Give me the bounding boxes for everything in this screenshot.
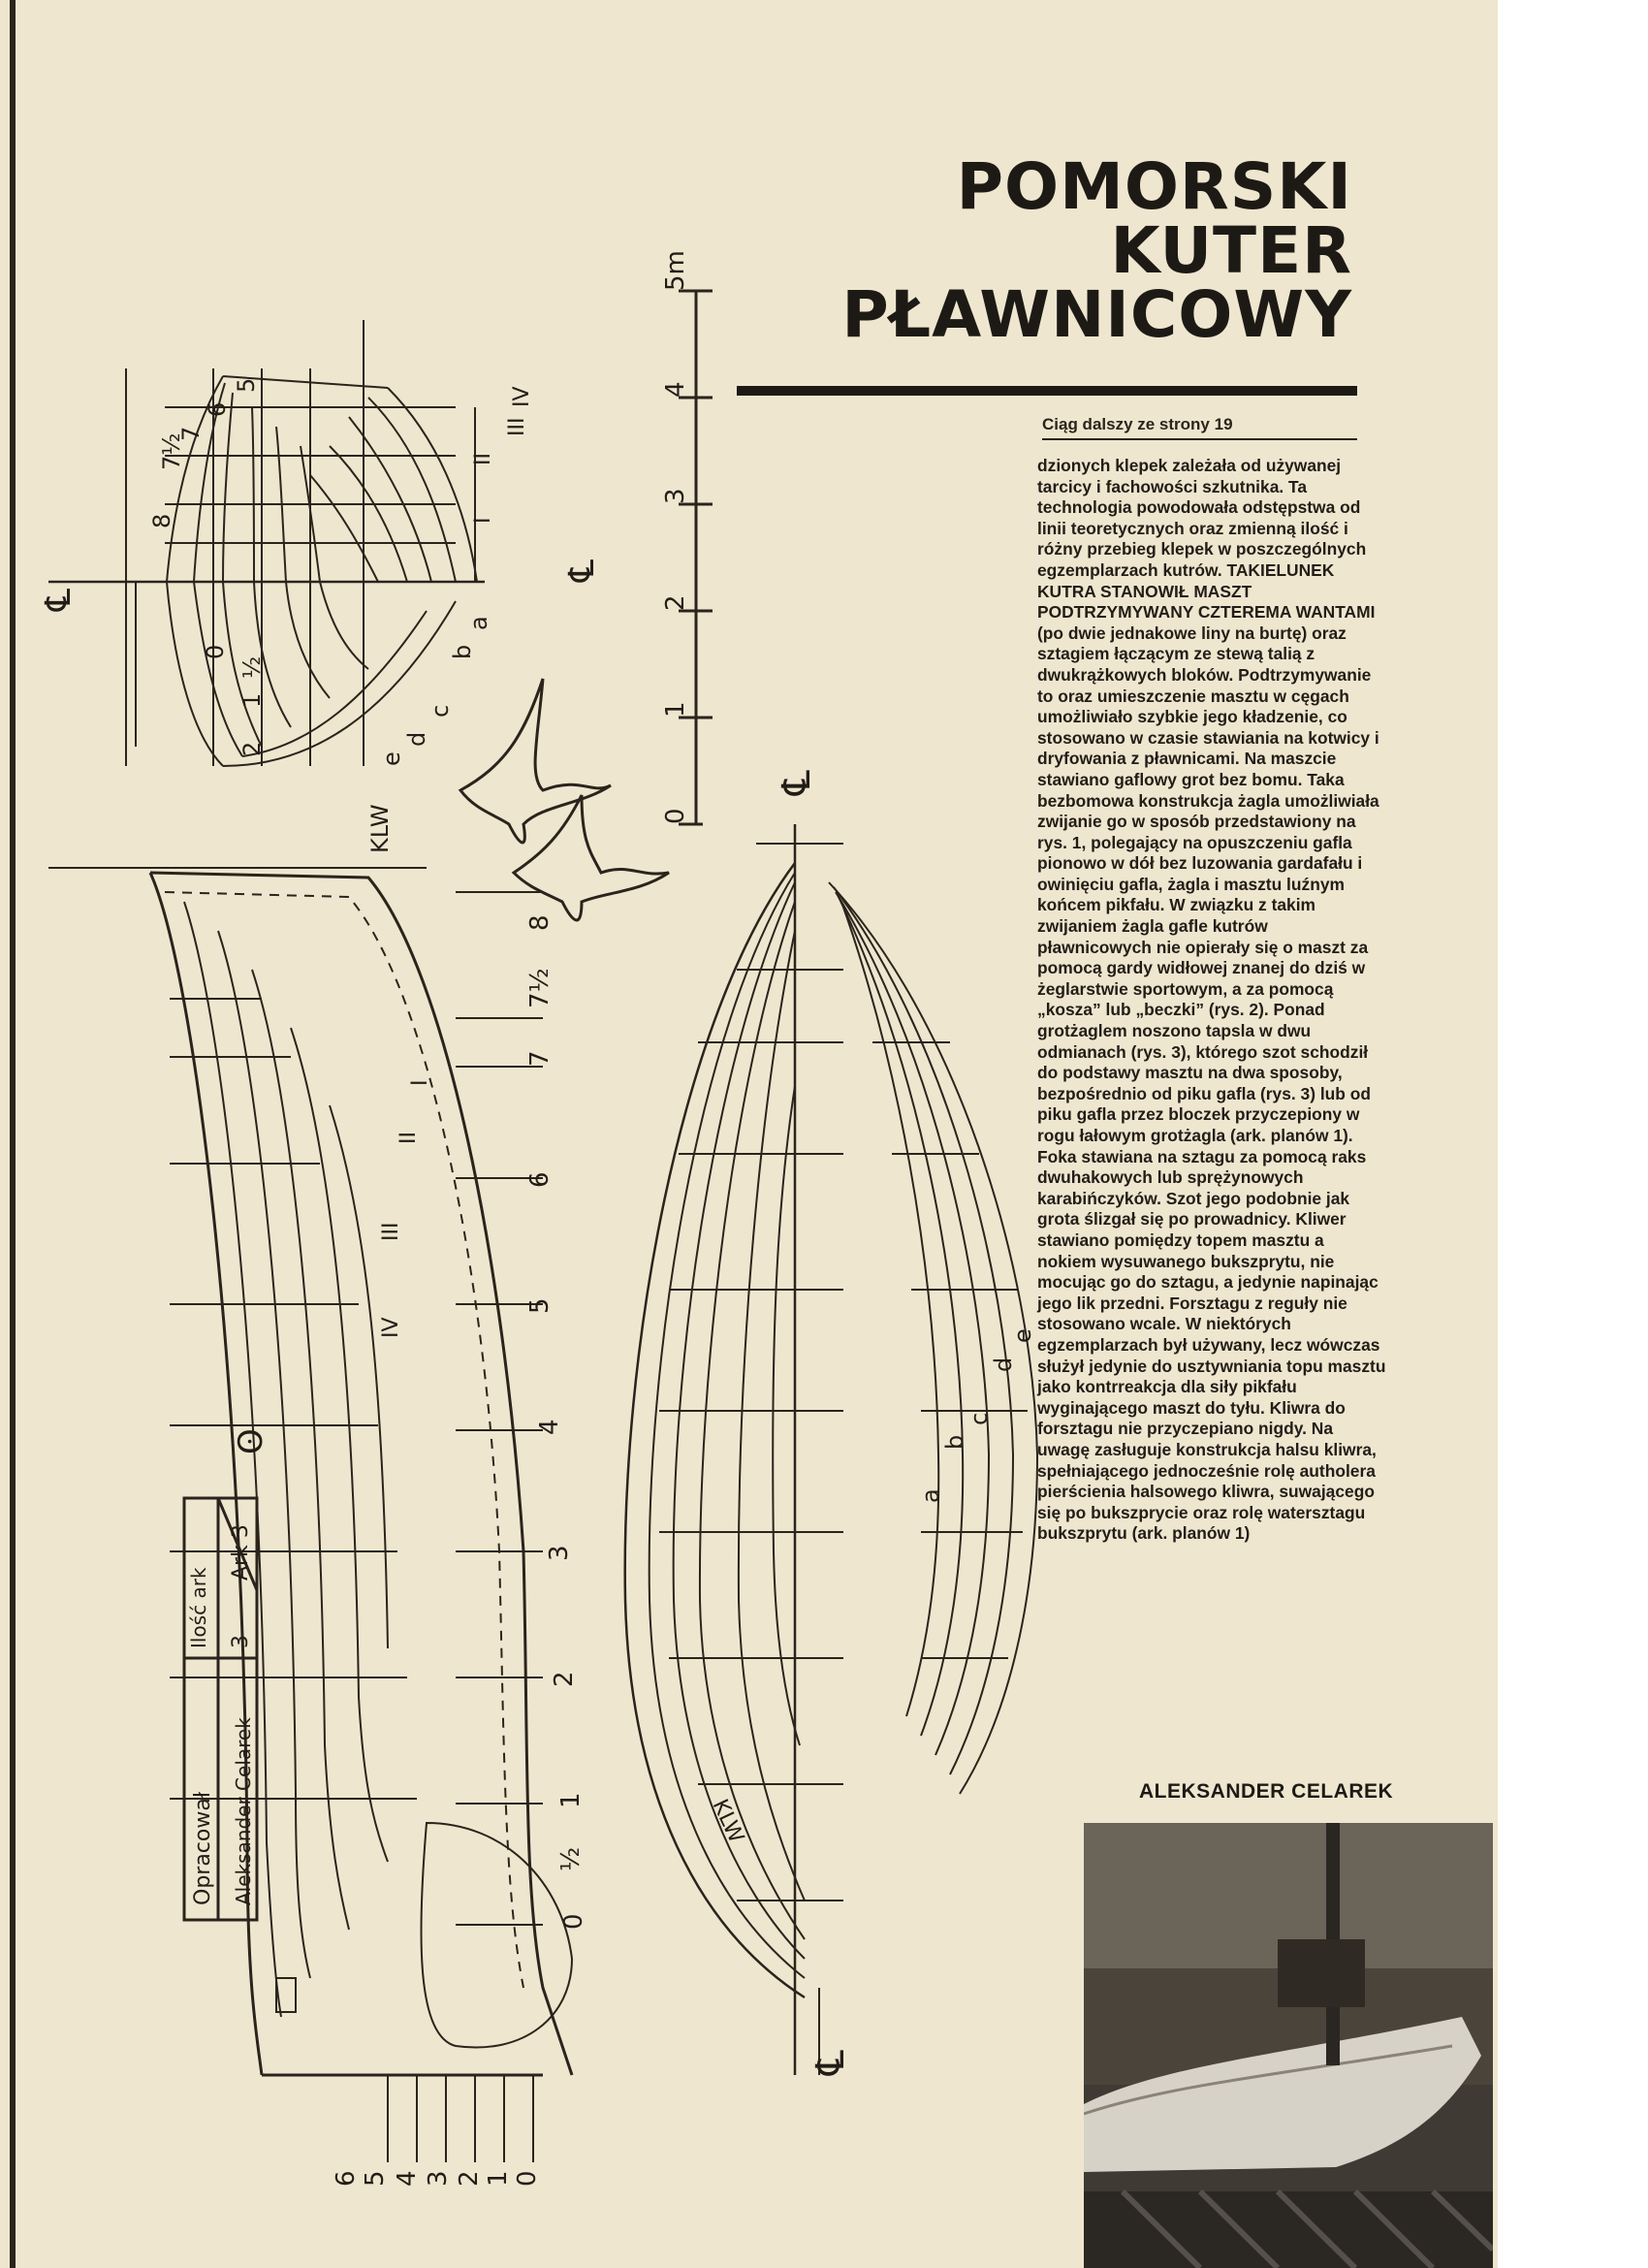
title-line-1: POMORSKI <box>956 149 1352 224</box>
body-buttock-I: I <box>471 517 495 524</box>
profile-buttock-I: I <box>408 1079 432 1086</box>
article-body-text: dzionych klepek zależała od używanej tarcicy i fachowości szkutnika. Ta technologia powodowała odstępstwa od linii teoretycznych oraz zmienną ilość i różny przebieg klepek w poszczególnych egzemplarzach kutrów. TAKIELUNEK KUTRA STANOWIŁ MASZT PODTRZYMYWANY CZTEREMA WANTAMI (po dwie jednakowe liny na burtę) oraz sztagiem łączącym ze stewą talią z dwukrążkowych bloków. Podtrzymywanie to oraz umieszczenie masztu w cęgach umożliwiało szybkie jego kładzenie, co stosowano w czasie stawiania na kotwicy i dryfowania z pławnicami. Na maszcie stawiano gaflowy grot bez bomu. Taka bezbomowa konstrukcja żagla umożliwiała zwijanie go w sposób przedstawiony na rys. 1, polegający na opuszczeniu gafla pionowo w dół bez luzowania gardafału i owinięciu gafla, żagla i masztu luźnym końcem pikfału. W związku z takim zwijaniem żagla gafle kutrów pławnicowych nie opierały się o maszt za pomocą gardy widłowej znanej do dziś w żeglarstwie sportowym, a za pomocą „kosza” lub „beczki” (rys. 2). Ponad grotżaglem noszono tapsla w dwu odmianach (rys. 3), którego szot schodził do podstawy masztu na dwa sposoby, bezpośrednio od piku gafla (rys. 3) lub od piku gafla przez bloczek przyczepiony w rogu łałowym grotżagla (ark. planów 1). Foka stawiana na sztagu za pomocą raks dwuhakowych lub sprężynowych karabińczyków. Szot jego podobnie jak grota ślizgał się po prowadnicy. Kliwer stawiano pomiędzy topem masztu a nokiem wysuwanego bukszprytu, nie mocując go do sztagu, a jedynie napinając jego lik przedni. Forsztagu z reguły nie stosowano wcale. W niektórych egzemplarzach był używany, lecz wówczas służył jedynie do usztywniania topu masztu jako kontrreakcja dla siły pikfału wyginającego maszt do tyłu. Kliwra do forsztagu nie przyczepiano nigdy. Na uwagę zasługuje konstrukcja halsu kliwra, spełniającego jednocześnie rolę autholera pierścienia halsowego kliwra, suwającego się po bukszprycie oraz rolę watersztagu bukszprytu (ark. planów 1) <box>1037 456 1386 1544</box>
end-number-3: 3 <box>424 2170 453 2187</box>
body-plan <box>48 320 485 766</box>
title-line-3: PŁAWNICOWY <box>841 277 1352 352</box>
title-block-sheet-count: 3 <box>229 1635 253 1648</box>
continued-note: Ciąg dalszy ze strony 19 <box>1042 415 1233 433</box>
frame-symbol: ʘ <box>232 1428 270 1454</box>
centerline-symbol-body-left: ℄ <box>39 588 79 611</box>
profile-station-3: 3 <box>545 1545 574 1561</box>
profile-station-6: 6 <box>525 1171 555 1188</box>
scale-label-4: 4 <box>661 381 690 398</box>
profile-station-7: 7 <box>525 1050 555 1067</box>
centerline-symbol-bottom: ℄ <box>808 2050 853 2075</box>
scale-label-3: 3 <box>661 488 690 504</box>
title-block-sheet-count-label: Ilość ark <box>187 1567 210 1648</box>
klw-label-body: KLW <box>366 804 394 853</box>
body-waterline-a: a <box>465 616 492 630</box>
end-number-0: 0 <box>513 2170 542 2187</box>
title-block-author: Aleksander Celarek <box>232 1717 255 1905</box>
body-buttock-II: II <box>471 453 495 465</box>
body-waterline-b: b <box>449 644 476 659</box>
body-station-8: 8 <box>148 513 175 528</box>
profile-station-half: ½ <box>556 1846 586 1871</box>
scale-label-0: 0 <box>661 808 690 824</box>
halfbreadth-waterline-d: d <box>990 1357 1017 1372</box>
body-station-5: 5 <box>233 377 260 393</box>
body-waterline-c: c <box>427 704 454 718</box>
profile-station-4: 4 <box>535 1419 564 1435</box>
profile-plan <box>48 868 572 2162</box>
boat-photo <box>1084 1823 1493 2268</box>
title-block-sheet-number: Ark 3 <box>229 1524 253 1581</box>
halfbreadth-waterline-b: b <box>941 1434 968 1450</box>
halfbreadth-waterline-a: a <box>917 1488 944 1503</box>
scale-label-5m: 5m <box>661 250 690 291</box>
profile-station-8: 8 <box>525 914 555 931</box>
body-station-1: 1 <box>238 692 266 708</box>
body-buttock-III: III <box>505 417 529 436</box>
end-number-4: 4 <box>393 2170 422 2187</box>
body-station-0: 0 <box>202 644 229 659</box>
body-waterline-d: d <box>403 731 430 747</box>
profile-station-1: 1 <box>556 1792 586 1808</box>
halfbreadth-waterline-e: e <box>1009 1328 1036 1343</box>
article-title <box>841 149 1352 352</box>
profile-buttock-II: II <box>396 1132 421 1144</box>
title-line-2: KUTER <box>1110 213 1352 288</box>
profile-station-5: 5 <box>525 1297 555 1314</box>
scale-label-1: 1 <box>661 701 690 718</box>
half-breadth-plan <box>625 824 1037 2075</box>
body-station-2: 2 <box>238 741 266 756</box>
centerline-symbol-top: ℄ <box>775 770 819 795</box>
profile-station-0: 0 <box>559 1913 588 1930</box>
end-number-5: 5 <box>361 2170 390 2187</box>
drawing-labels <box>39 250 1036 2187</box>
title-underline <box>737 386 1357 396</box>
body-station-7: 7 <box>177 426 205 441</box>
centerline-symbol-body-right: ℄ <box>562 559 602 582</box>
scale-bar <box>679 291 713 824</box>
end-number-1: 1 <box>484 2170 513 2187</box>
gull-illustration <box>460 679 669 920</box>
body-station-6: 6 <box>204 401 231 417</box>
profile-station-2: 2 <box>550 1671 579 1687</box>
profile-buttock-IV: IV <box>379 1317 403 1338</box>
end-number-2: 2 <box>455 2170 484 2187</box>
title-block-prepared-by: Opracował <box>191 1791 215 1905</box>
body-waterline-e: e <box>378 751 405 766</box>
continued-rule <box>1042 438 1357 440</box>
klw-label-halfbreadth: KLW <box>707 1795 748 1847</box>
scale-label-2: 2 <box>661 594 690 611</box>
body-station-7half: 7½ <box>158 432 185 470</box>
profile-buttock-III: III <box>379 1222 403 1241</box>
body-buttock-IV: IV <box>510 386 534 407</box>
article-author: ALEKSANDER CELAREK <box>1139 1780 1394 1803</box>
end-number-6: 6 <box>332 2170 361 2187</box>
body-station-half: ½ <box>238 655 266 679</box>
article-body <box>1037 456 1386 1545</box>
halfbreadth-waterline-c: c <box>966 1412 993 1425</box>
profile-station-7half: 7½ <box>525 968 555 1008</box>
